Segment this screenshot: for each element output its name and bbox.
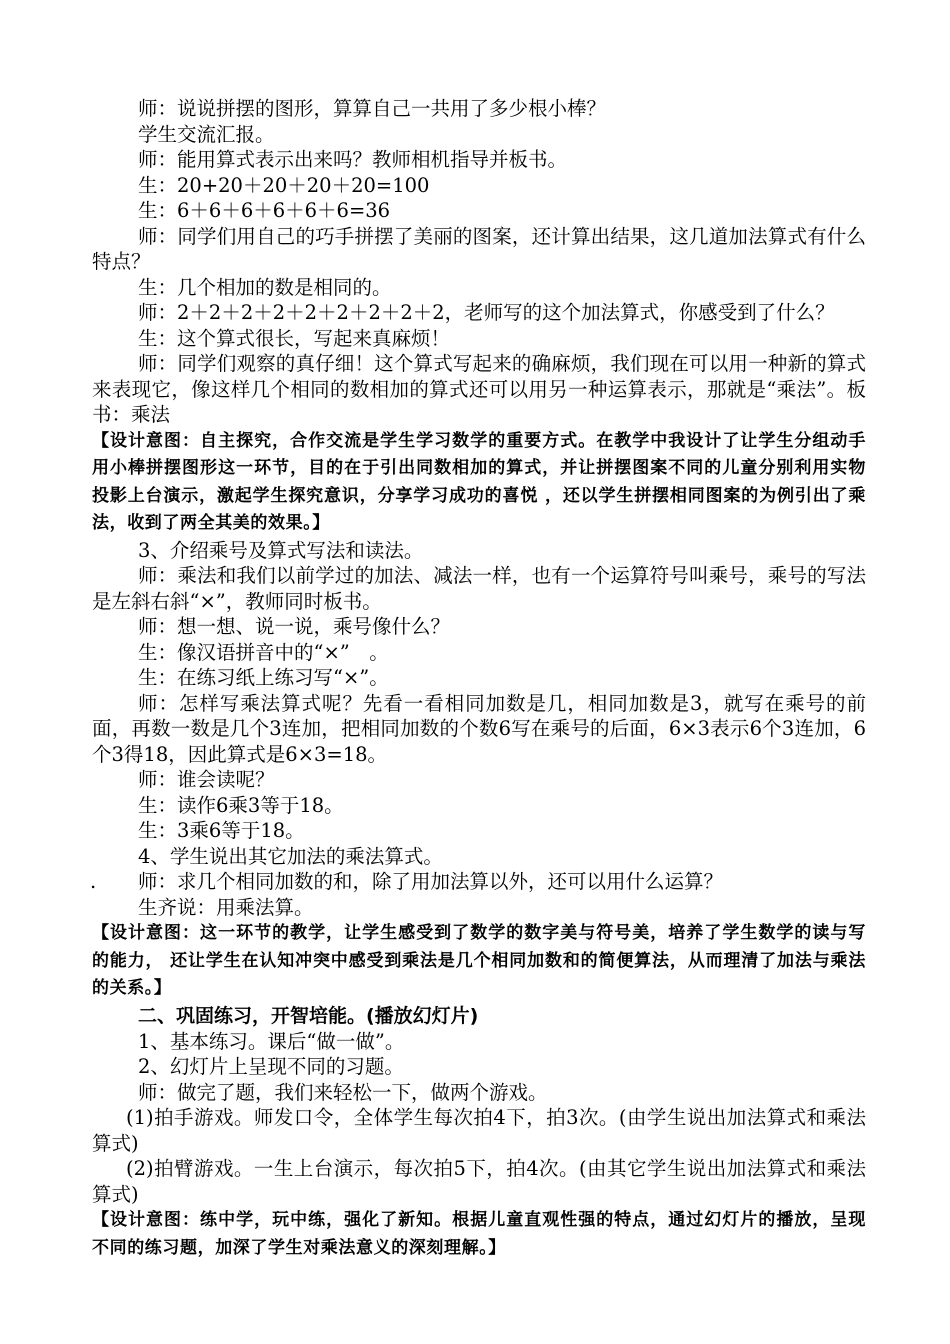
dialogue-line: 师：同学们观察的真仔细！这个算式写起来的确麻烦，我们现在可以用一种新的算式来表现它，像这样几个相同的数相加的算式还可以用另一种运算表示，那就是“乘法”。板书：乘法 bbox=[92, 352, 866, 426]
dialogue-line: 师：做完了题，我们来轻松一下，做两个游戏。 bbox=[138, 1080, 548, 1104]
dialogue-line: 学生交流汇报。 bbox=[138, 122, 275, 146]
game-item: (1)拍手游戏。师发口令，全体学生每次拍4下，拍3次。(由学生说出加法算式和乘法算式) bbox=[92, 1106, 866, 1155]
dialogue-line: 师：怎样写乘法算式呢？先看一看相同加数是几，相同加数是3，就写在乘号的前面，再数一数是几个3连加，把相同加数的个数6写在乘号的后面，6×3表示6个3连加，6个3得18，因此算式是6×3=18。 bbox=[92, 691, 866, 766]
dialogue-line: 师：2＋2＋2＋2＋2＋2＋2＋2＋2，老师写的这个加法算式，你感受到了什么？ bbox=[138, 301, 835, 324]
dialogue-line: 生：像汉语拼音中的“×” 。 bbox=[138, 640, 389, 664]
dialogue-line: 师：谁会读呢？ bbox=[138, 768, 275, 791]
stray-dot: . bbox=[90, 870, 97, 893]
section-item: 4、学生说出其它加法的乘法算式。 bbox=[138, 844, 443, 868]
dialogue-line: 生：几个相加的数是相同的。 bbox=[138, 275, 392, 299]
game-item: (2)拍臂游戏。一生上台演示，每次拍5下，拍4次。(由其它学生说出加法算式和乘法算式) bbox=[92, 1157, 866, 1206]
dialogue-line: 生：3乘6等于18。 bbox=[138, 819, 305, 842]
section-item: 3、介绍乘号及算式写法和读法。 bbox=[138, 538, 424, 562]
section-item: 2、幻灯片上呈现不同的习题。 bbox=[138, 1055, 404, 1078]
dialogue-line: 师：说说拼摆的图形，算算自己一共用了多少根小棒？ bbox=[138, 97, 607, 120]
dialogue-line: 生齐说：用乘法算。 bbox=[138, 895, 314, 919]
section-item: 1、基本练习。课后“做一做”。 bbox=[138, 1029, 405, 1053]
dialogue-text: 师：求几个相同加数的和，除了用加法算以外，还可以用什么运算？ bbox=[138, 870, 724, 893]
dialogue-line: 师：想一想、说一说，乘号像什么？ bbox=[138, 615, 451, 638]
dialogue-line: 师：能用算式表示出来吗？教师相机指导并板书。 bbox=[138, 148, 568, 171]
section-heading: 二、巩固练习，开智培能。(播放幻灯片) bbox=[138, 1004, 479, 1027]
dialogue-line: 师：乘法和我们以前学过的加法、减法一样，也有一个运算符号叫乘号，乘号的写法是左斜右斜“×”，教师同时板书。 bbox=[92, 564, 866, 613]
dialogue-line-with-dot bbox=[92, 869, 866, 895]
dialogue-line: 生：20+20＋20＋20＋20=100 bbox=[138, 173, 430, 197]
dialogue-line: 生：读作6乘3等于18。 bbox=[138, 793, 344, 817]
dialogue-line: 生：6＋6＋6＋6＋6＋6=36 bbox=[138, 199, 391, 222]
dialogue-line: 生：这个算式很长，写起来真麻烦！ bbox=[138, 326, 451, 350]
dialogue-line: 师：同学们用自己的巧手拼摆了美丽的图案，还计算出结果，这几道加法算式有什么特点？ bbox=[92, 224, 866, 273]
design-intent-note: 【设计意图：这一环节的教学，让学生感受到了数学的数字美与符号美，培养了学生数学的读与写的能力， 还让学生在认知冲突中感受到乘法是几个相同加数和的简便算法，从而理清了加法与乘法的关系。】 bbox=[92, 923, 866, 998]
dialogue-line: 生：在练习纸上练习写“×”。 bbox=[138, 666, 389, 689]
document-body bbox=[92, 96, 866, 1262]
design-intent-note: 【设计意图：练中学，玩中练，强化了新知。根据儿童直观性强的特点，通过幻灯片的播放，呈现不同的练习题，加深了学生对乘法意义的深刻理解。】 bbox=[92, 1210, 866, 1258]
design-intent-note: 【设计意图：自主探究，合作交流是学生学习数学的重要方式。在教学中我设计了让学生分组动手用小棒拼摆图形这一环节，目的在于引出同数相加的算式，并让拼摆图案不同的儿童分别利用实物投影上台演示，激起学生探究意识，分享学习成功的喜悦 ，还以学生拼摆相同图案的为例引出了乘法，收到了两全其美的效果。】 bbox=[92, 430, 866, 533]
